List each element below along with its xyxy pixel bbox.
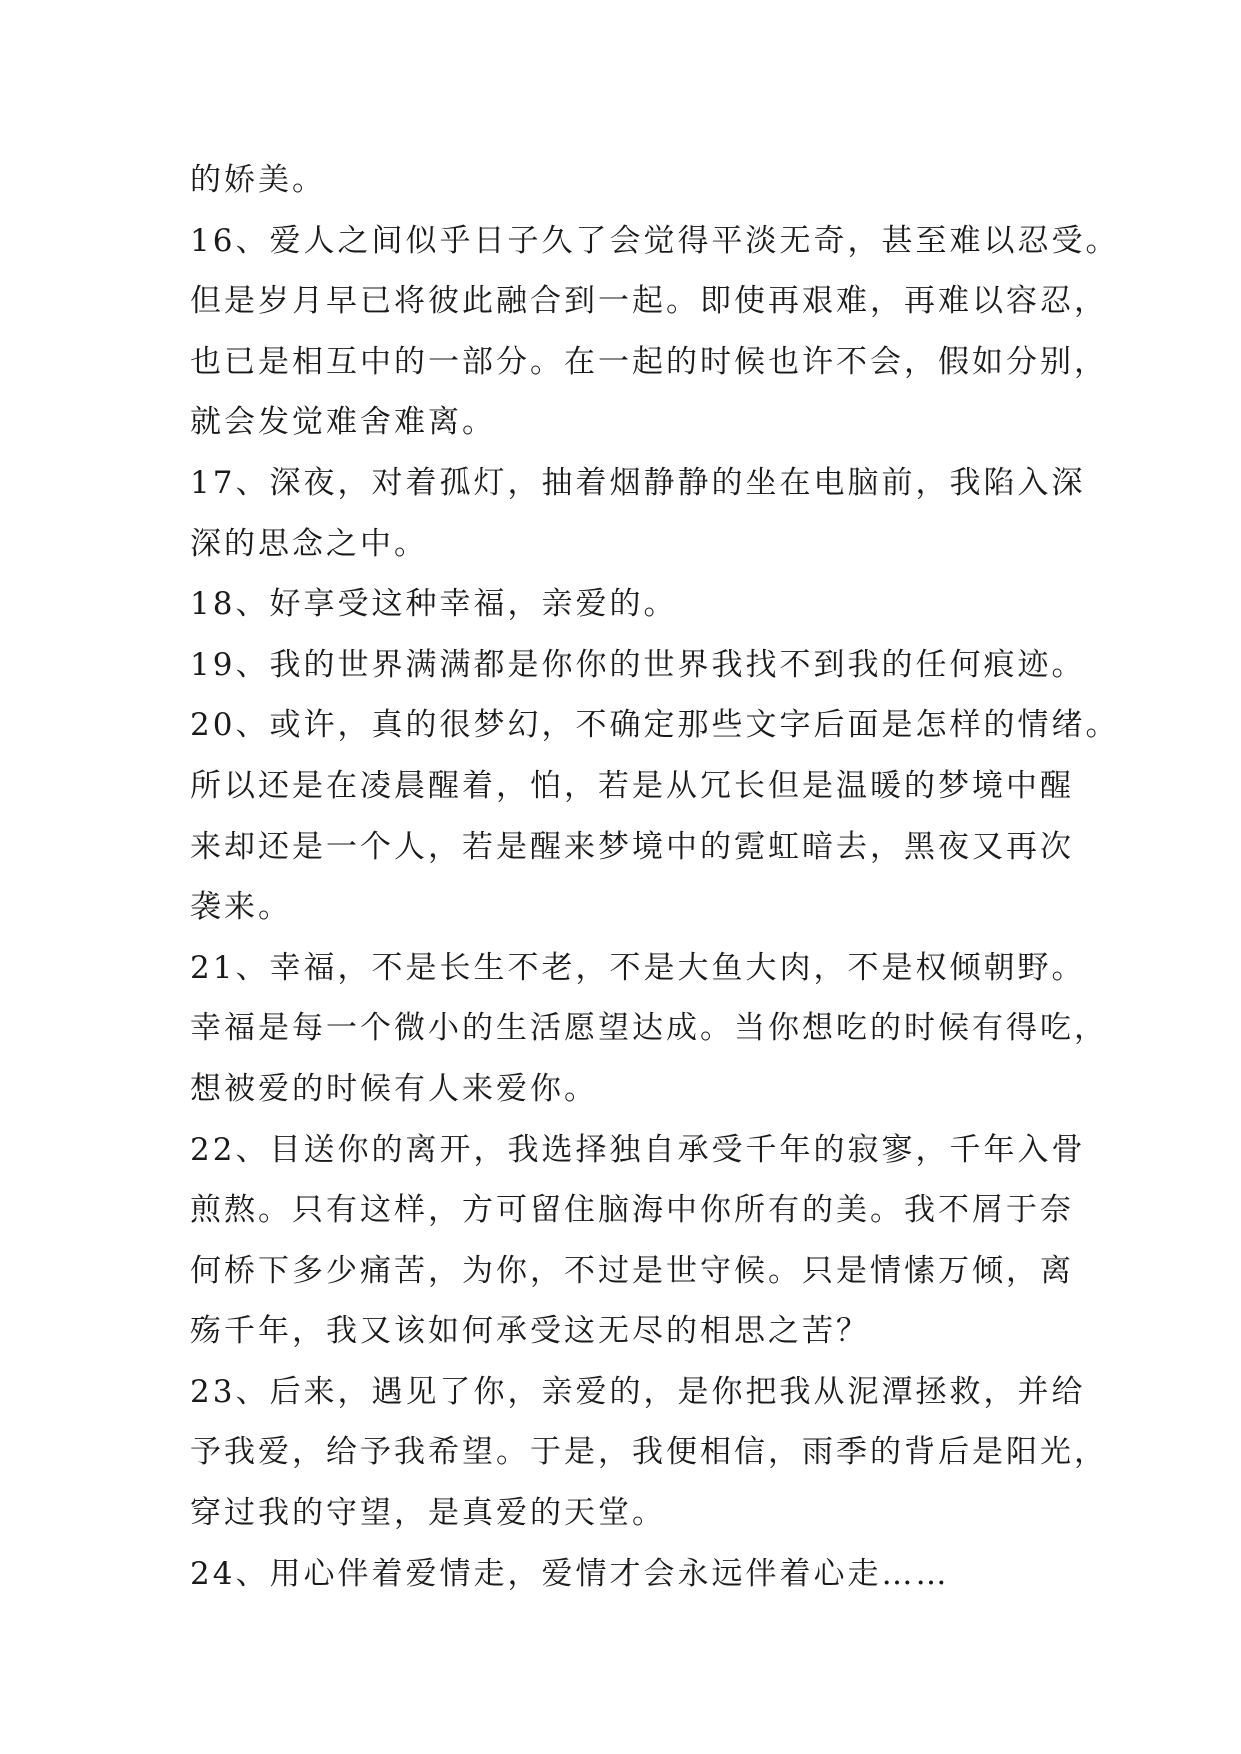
text-line: 想被爱的时候有人来爱你。 <box>190 1070 598 1107</box>
text-line: 22、目送你的离开，我选择独自承受千年的寂寥，千年入骨 <box>190 1131 1086 1168</box>
text-line: 所以还是在凌晨醒着，怕，若是从冗长但是温暖的梦境中醒 <box>190 767 1074 804</box>
text-line: 的娇美。 <box>190 162 326 198</box>
text-line: 16、爱人之间似乎日子久了会觉得平淡无奇，甚至难以忍受。 <box>190 222 1120 259</box>
text-line: 穿过我的守望，是真爱的天堂。 <box>190 1495 666 1532</box>
text-line: 24、用心伴着爱情走，爱情才会永远伴着心走…… <box>190 1555 950 1592</box>
text-line: 但是岁月早已将彼此融合到一起。即使再艰难，再难以容忍， <box>190 283 1108 320</box>
text-line: 21、幸福，不是长生不老，不是大鱼大肉，不是权倾朝野。 <box>190 949 1086 986</box>
text-line: 17、深夜，对着孤灯，抽着烟静静的坐在电脑前，我陷入深 <box>190 464 1086 501</box>
text-line: 袭来。 <box>190 889 292 926</box>
text-line: 予我爱，给予我希望。于是，我便相信，雨季的背后是阳光， <box>190 1434 1108 1471</box>
text-line: 也已是相互中的一部分。在一起的时候也许不会，假如分别， <box>190 343 1108 380</box>
text-line: 殇千年，我又该如何承受这无尽的相思之苦？ <box>190 1313 870 1350</box>
text-line: 23、后来，遇见了你，亲爱的，是你把我从泥潭拯救，并给 <box>190 1373 1086 1410</box>
text-line: 18、好享受这种幸福，亲爱的。 <box>190 586 678 623</box>
text-line: 何桥下多少痛苦，为你，不过是世守候。只是情愫万倾，离 <box>190 1252 1074 1289</box>
text-line: 幸福是每一个微小的生活愿望达成。当你想吃的时候有得吃， <box>190 1010 1108 1047</box>
text-line: 20、或许，真的很梦幻，不确定那些文字后面是怎样的情绪。 <box>190 707 1120 744</box>
document-body <box>190 150 1120 1604</box>
text-line: 煎熬。只有这样，方可留住脑海中你所有的美。我不屑于奈 <box>190 1192 1074 1229</box>
text-line: 19、我的世界满满都是你你的世界我找不到我的任何痕迹。 <box>190 646 1086 683</box>
text-line: 深的思念之中。 <box>190 525 428 562</box>
text-line: 就会发觉难舍难离。 <box>190 404 496 441</box>
text-line: 来却还是一个人，若是醒来梦境中的霓虹暗去，黑夜又再次 <box>190 828 1074 865</box>
